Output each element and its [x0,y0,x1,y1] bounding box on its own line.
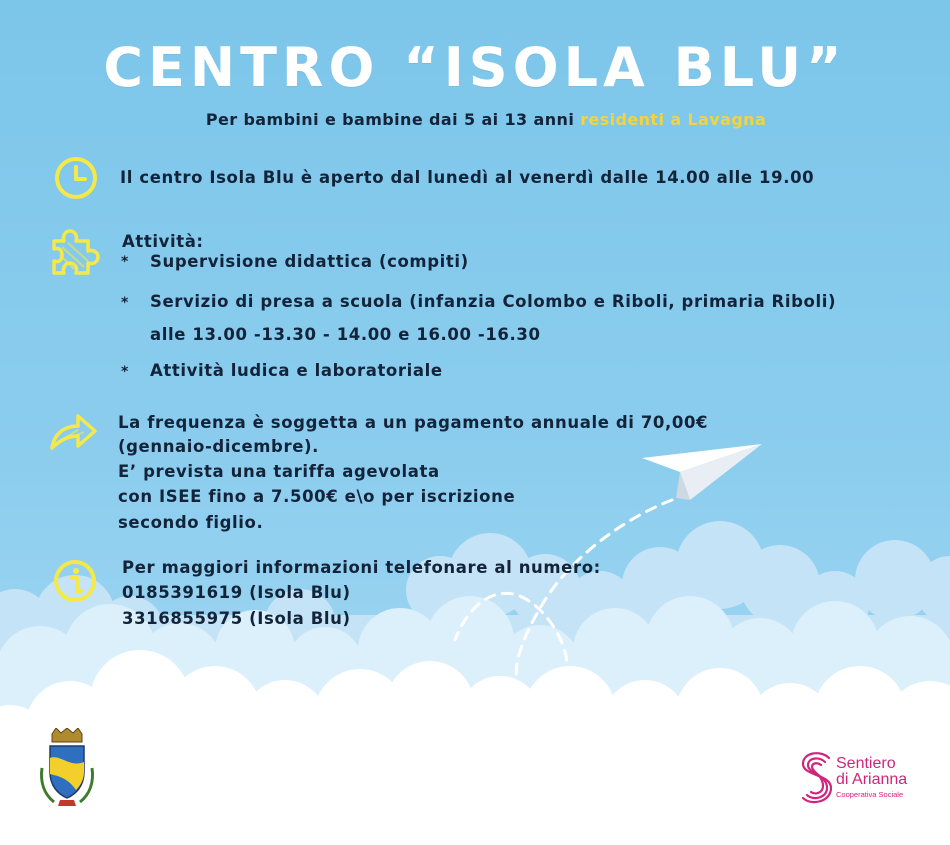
logo-name-line1: Sentiero [836,755,896,772]
fee-line: (gennaio-dicembre). [118,437,319,456]
subtitle [0,110,950,129]
fee-line: secondo figlio. [118,513,264,532]
info-phone: 0185391619 (Isola Blu) [122,583,351,602]
bullet-icon: * [121,254,129,270]
logo-name-line2: di Arianna [836,771,908,788]
activity-item-continuation: alle 13.00 -13.30 - 14.00 e 16.00 -16.30 [150,325,541,344]
fee-line: con ISEE fino a 7.500€ e\o per iscrizione [118,487,516,506]
clock-icon [53,155,99,201]
activity-item: Attività ludica e laboratoriale [150,361,443,380]
info-icon [52,558,98,604]
bullet-icon: * [121,364,129,380]
activity-item: Servizio di presa a scuola (infanzia Colombo e Riboli, primaria Riboli) [150,292,837,311]
arrow-right-icon [48,412,98,452]
info-line: Per maggiori informazioni telefonare al numero: [122,558,601,577]
fee-line: La frequenza è soggetta a un pagamento annuale di 70,00€ [118,413,709,432]
fee-line: E’ prevista una tariffa agevolata [118,462,440,481]
puzzle-icon [48,227,100,277]
activities-heading: Attività: [122,232,204,251]
sentiero-di-arianna-wordmark [836,756,907,799]
bullet-icon: * [121,295,129,311]
hours-text: Il centro Isola Blu è aperto dal lunedì al venerdì dalle 14.00 alle 19.00 [120,168,815,187]
subtitle-text: Per bambini e bambine dai 5 ai 13 anni [205,110,581,129]
page-title: CENTRO “ISOLA BLU” [103,36,847,99]
municipal-crest-logo [36,728,98,810]
sentiero-di-arianna-logo [799,750,835,808]
subtitle-highlight: residenti a Lavagna [580,110,767,129]
logo-tagline: Cooperativa Sociale [836,790,904,799]
paper-plane-illustration [640,440,765,510]
activity-item: Supervisione didattica (compiti) [150,252,469,271]
info-phone: 3316855975 (Isola Blu) [122,609,351,628]
